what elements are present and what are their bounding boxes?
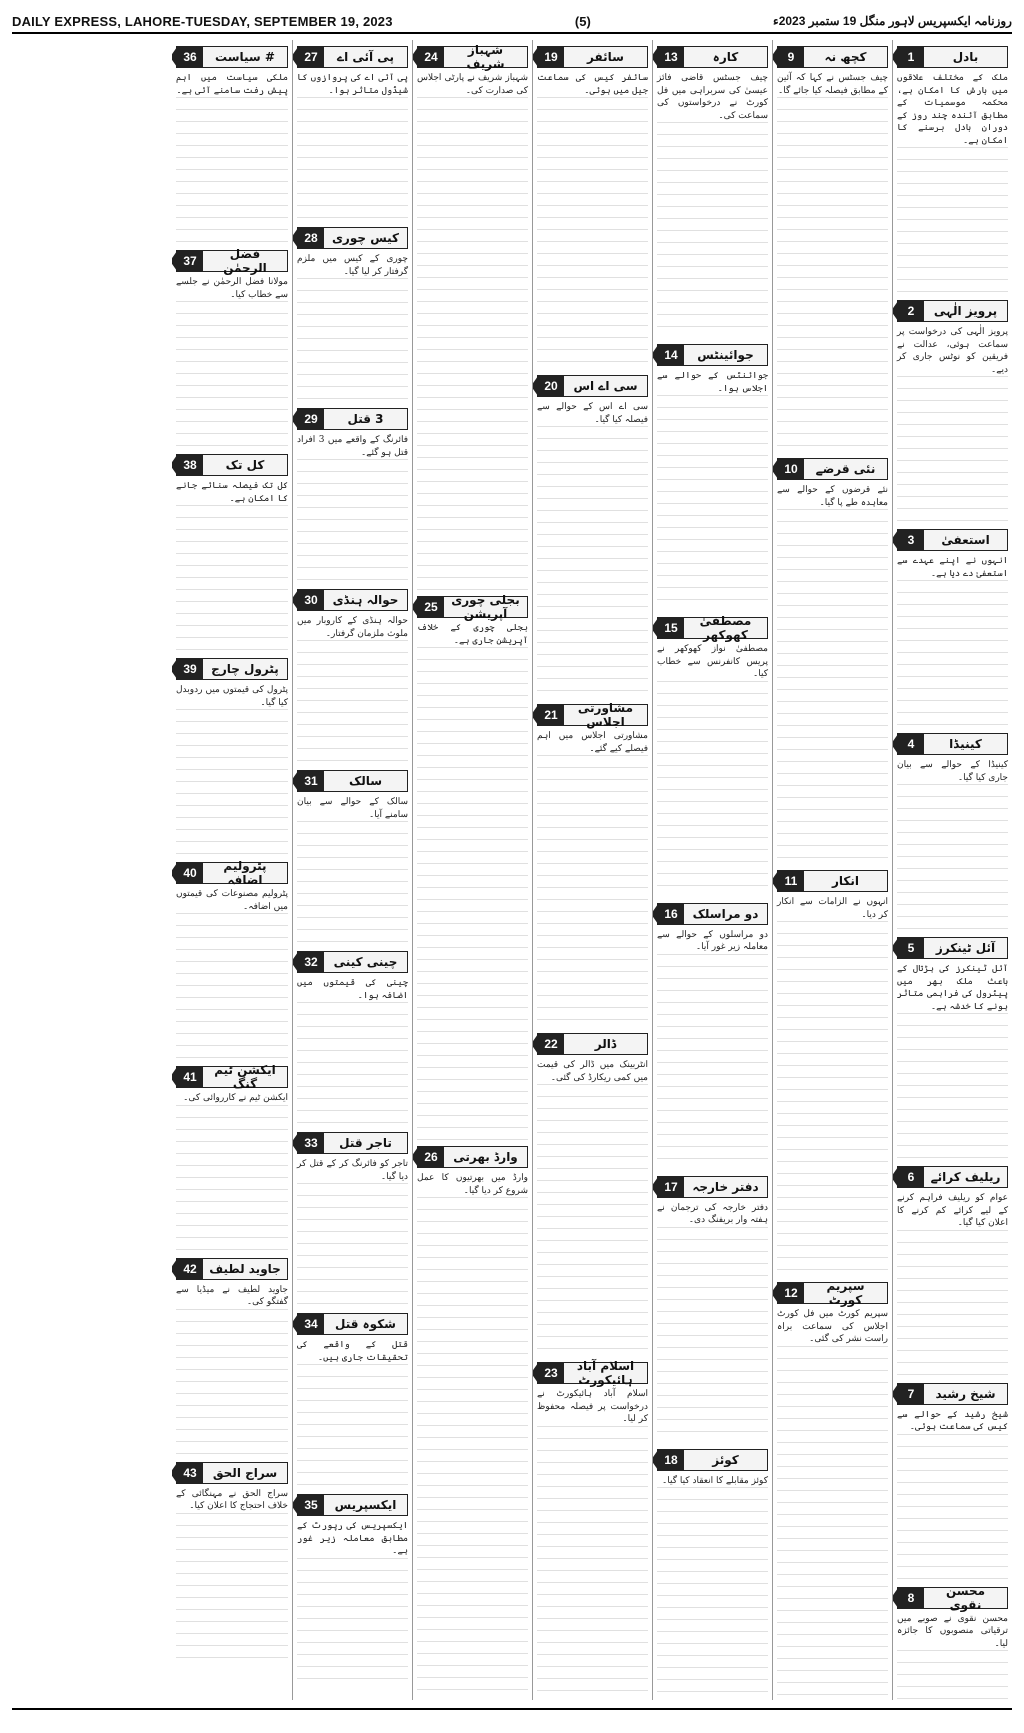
section-number: 14 xyxy=(658,345,684,365)
text-lines xyxy=(417,97,528,590)
section-body: پٹرولیم مصنوعات کی قیمتوں میں اضافہ۔ xyxy=(173,889,288,912)
section-body: سائفر کیس کی سماعت جیل میں ہوئی۔ xyxy=(534,73,648,96)
section-number: 12 xyxy=(778,1283,804,1303)
section-header xyxy=(657,614,768,642)
section-header xyxy=(537,46,648,68)
text-lines xyxy=(297,97,408,221)
section-body: پرویز الٰہی کی درخواست پر سماعت ہوئی، عدالت نے فریقین کو نوٹس جاری کر دیے۔ xyxy=(894,327,1008,375)
text-lines xyxy=(537,1084,648,1356)
section-header xyxy=(897,1383,1008,1405)
section-header xyxy=(897,300,1008,322)
section-title: پٹرول چارج xyxy=(211,662,279,676)
section-header xyxy=(176,46,288,68)
section-body: سی اے اس کے حوالے سے فیصلہ کیا گیا۔ xyxy=(534,402,648,425)
section-body: شہباز شریف نے پارٹی اجلاس کی صدارت کی۔ xyxy=(414,73,528,96)
text-lines xyxy=(537,1426,648,1698)
section-title: کچھ نہ xyxy=(824,50,867,64)
section-header xyxy=(297,951,408,973)
text-lines xyxy=(897,580,1008,727)
section-title: پرویز الٰہی xyxy=(933,304,998,318)
section-title: شیخ رشید xyxy=(935,1386,996,1401)
text-lines xyxy=(897,1013,1008,1160)
section-header xyxy=(657,1449,768,1471)
section-body: فائرنگ کے واقعے میں 3 افراد قتل ہو گئے۔ xyxy=(294,435,408,458)
section-header xyxy=(537,1359,648,1387)
section-number: 33 xyxy=(298,1133,324,1153)
section-body: کوئز مقابلے کا انعقاد کیا گیا۔ xyxy=(661,1475,768,1486)
section-header xyxy=(897,1166,1008,1188)
section-title: دفتر خارجہ xyxy=(692,1179,759,1194)
section-body: چوری کے کیس میں ملزم گرفتار کر لیا گیا۔ xyxy=(294,254,408,277)
section-number: 7 xyxy=(898,1384,924,1404)
section-header xyxy=(417,43,528,71)
section-body: قتل کے واقعے کی تحقیقات جاری ہیں۔ xyxy=(294,1340,408,1363)
section-number: 22 xyxy=(538,1034,564,1054)
section-body: بجلی چوری کے خلاف آپریشن جاری ہے۔ xyxy=(414,623,528,646)
section-number: 27 xyxy=(298,47,324,67)
masthead-left: DAILY EXPRESS, LAHORE-TUESDAY, SEPTEMBER 19, 2023 xyxy=(12,13,393,29)
section-number: 40 xyxy=(177,863,203,883)
text-lines xyxy=(657,395,768,611)
section-title: محسن نقوی xyxy=(945,1583,986,1612)
text-lines xyxy=(897,376,1008,523)
section-body: تاجر کو فائرنگ کر کے قتل کر دیا گیا۔ xyxy=(294,1159,408,1182)
section-header xyxy=(537,375,648,397)
section-number: 35 xyxy=(298,1495,324,1515)
text-lines xyxy=(657,1227,768,1443)
section-body: عوام کو ریلیف فراہم کرنے کے لیے کرائے کم کرنے کا اعلان کیا گیا۔ xyxy=(894,1193,1008,1228)
section-number: 42 xyxy=(177,1259,203,1279)
section-body: ایکسپریس کی رپورٹ کے مطابق معاملہ زیر غور ہے۔ xyxy=(294,1521,408,1556)
text-lines xyxy=(176,1105,288,1252)
text-lines xyxy=(777,921,888,1276)
section-header xyxy=(897,1583,1008,1612)
section-number: 43 xyxy=(177,1463,203,1483)
section-title: سالک xyxy=(348,774,383,788)
section-header xyxy=(897,46,1008,68)
section-title: استعفیٰ xyxy=(941,533,990,547)
section-body: دو مراسلوں کے حوالے سے معاملہ زیر غور آیا۔ xyxy=(654,929,768,952)
section-header xyxy=(297,408,408,430)
section-title: سائفر xyxy=(587,50,624,64)
section-header xyxy=(417,593,528,621)
text-lines xyxy=(297,1002,408,1126)
section-title: کوئز xyxy=(712,1452,739,1467)
section-number: 10 xyxy=(778,459,804,479)
section-number: 29 xyxy=(298,409,324,429)
section-header xyxy=(657,903,768,925)
section-body: پی آئی اے کی پروازوں کا شیڈول متاثر ہوا۔ xyxy=(294,73,408,96)
text-lines xyxy=(176,97,288,244)
section-number: 18 xyxy=(658,1450,684,1470)
section-body: کل تک فیصلہ سنائے جانے کا امکان ہے۔ xyxy=(173,481,288,504)
section-body: سراج الحق نے مہنگائی کے خلاف احتجاج کا اعلان کیا۔ xyxy=(173,1488,288,1511)
section-title: # سیاست xyxy=(215,50,275,64)
section-header xyxy=(777,46,888,68)
text-lines xyxy=(176,913,288,1060)
section-body: آئل ٹینکرز کی ہڑتال کے باعث ملک بھر میں پیٹرول کی فراہمی متاثر ہونے کا خدشہ ہے۔ xyxy=(894,964,1008,1012)
section-title: ایکسپریس xyxy=(334,1498,397,1512)
text-lines xyxy=(777,97,888,452)
section-number: 30 xyxy=(298,590,324,610)
text-lines xyxy=(897,1434,1008,1581)
section-number: 39 xyxy=(177,659,203,679)
section-number: 23 xyxy=(538,1363,564,1383)
section-number: 19 xyxy=(538,47,564,67)
section-number: 1 xyxy=(898,47,924,67)
column xyxy=(172,40,292,1700)
section-header xyxy=(417,1146,528,1168)
text-lines xyxy=(537,426,648,698)
footer-rule xyxy=(12,1708,1012,1710)
section-title: اسلام آباد ہائیکورٹ xyxy=(576,1359,635,1387)
section-body: انہوں نے الزامات سے انکار کر دیا۔ xyxy=(774,897,888,920)
text-lines xyxy=(897,784,1008,931)
masthead xyxy=(12,10,1012,34)
text-lines xyxy=(176,1309,288,1456)
section-title: سراج الحق xyxy=(212,1465,278,1480)
text-lines xyxy=(176,1513,288,1660)
section-body: ملکی سیاست میں اہم پیش رفت سامنے آئی ہے۔ xyxy=(173,73,288,96)
section-header xyxy=(897,733,1008,755)
section-body: وارڈ میں بھرتیوں کا عمل شروع کر دیا گیا۔ xyxy=(414,1173,528,1196)
section-title: بادل xyxy=(952,50,979,64)
text-lines xyxy=(297,821,408,945)
column xyxy=(292,40,412,1700)
section-header xyxy=(537,701,648,729)
section-body: سپریم کورٹ میں فل کورٹ اجلاس کی سماعت براہ راست نشر کی گئی۔ xyxy=(774,1309,888,1344)
text-lines xyxy=(777,1346,888,1701)
section-number: 37 xyxy=(177,251,203,271)
section-header xyxy=(897,937,1008,959)
text-lines xyxy=(297,1558,408,1682)
text-lines xyxy=(657,681,768,897)
text-lines xyxy=(176,709,288,856)
text-lines xyxy=(297,1364,408,1488)
section-header xyxy=(297,46,408,68)
text-lines xyxy=(657,1487,768,1700)
text-lines xyxy=(897,1650,1008,1700)
section-header xyxy=(897,529,1008,551)
section-header xyxy=(176,1258,288,1280)
section-body: جاوید لطیف نے میڈیا سے گفتگو کی۔ xyxy=(173,1284,288,1307)
text-lines xyxy=(297,459,408,583)
section-title: پٹرولیم اضافہ xyxy=(223,859,267,887)
section-number: 16 xyxy=(658,904,684,924)
text-lines xyxy=(537,755,648,1027)
text-lines xyxy=(657,954,768,1170)
text-lines xyxy=(297,278,408,402)
section-header xyxy=(176,247,288,275)
section-title: حوالہ ہنڈی xyxy=(332,593,399,607)
section-header xyxy=(657,1176,768,1198)
section-header xyxy=(657,46,768,68)
text-lines xyxy=(897,1230,1008,1377)
section-body: حوالہ ہنڈی کے کاروبار میں ملوث ملزمان گرفتار۔ xyxy=(294,616,408,639)
section-title: ریلیف کرائے xyxy=(930,1170,1001,1184)
section-body: ملک کے مختلف علاقوں میں بارش کا امکان ہے، محکمہ موسمیات کے مطابق آئندہ چند روز کے دوران بادل برسنے کا امکان ہے۔ xyxy=(894,73,1008,146)
section-title: کیس چوری xyxy=(331,231,400,245)
section-body: نئے قرضوں کے حوالے سے معاہدہ طے پا گیا۔ xyxy=(774,485,888,508)
section-body: چینی کی قیمتوں میں اضافہ ہوا۔ xyxy=(294,978,408,1001)
section-title: کارہ xyxy=(712,50,739,64)
section-number: 38 xyxy=(177,455,203,475)
section-title: دو مراسلک xyxy=(692,906,759,921)
section-body: مشاورتی اجلاس میں اہم فیصلے کیے گئے۔ xyxy=(534,731,648,754)
section-body: محسن نقوی نے صوبے میں ترقیاتی منصوبوں کا جائزہ لیا۔ xyxy=(894,1613,1008,1649)
section-title: نئی قرضے xyxy=(815,462,876,476)
section-number: 25 xyxy=(418,597,444,617)
section-title: کل تک xyxy=(225,458,265,472)
section-body: ایکشن ٹیم نے کارروائی کی۔ xyxy=(183,1093,288,1103)
text-lines xyxy=(417,1197,528,1690)
section-header xyxy=(297,1494,408,1516)
section-title: انکار xyxy=(831,874,859,888)
section-number: 24 xyxy=(418,47,444,67)
masthead-right: روزنامہ ایکسپریس لاہور منگل 19 ستمبر 2023ء xyxy=(773,14,1012,28)
section-title: جوائینٹس xyxy=(697,348,754,362)
section-body: انٹربینک میں ڈالر کی قیمت میں کمی ریکارڈ کی گئی۔ xyxy=(534,1060,648,1083)
section-number: 4 xyxy=(898,734,924,754)
text-lines xyxy=(777,509,888,864)
columns xyxy=(12,40,1012,1700)
section-title: شہباز شریف xyxy=(466,43,505,71)
section-header xyxy=(297,227,408,249)
section-number: 26 xyxy=(418,1147,444,1167)
section-title: ایکشن ٹیم گنگ xyxy=(214,1063,276,1091)
section-body: پٹرول کی قیمتوں میں ردوبدل کیا گیا۔ xyxy=(173,685,288,708)
section-header xyxy=(176,859,288,887)
newspaper-page xyxy=(12,10,1012,1710)
text-lines xyxy=(897,147,1008,294)
page-number: (5) xyxy=(574,13,591,29)
section-title: جاوید لطیف xyxy=(209,1261,281,1276)
section-header xyxy=(777,458,888,480)
section-title: ڈالر xyxy=(594,1037,617,1051)
section-number: 2 xyxy=(898,301,924,321)
column xyxy=(532,40,652,1700)
section-header xyxy=(537,1033,648,1055)
section-body: مصطفیٰ نواز کھوکھر نے پریس کانفرنس سے خطاب کیا۔ xyxy=(654,644,768,679)
section-header xyxy=(176,1063,288,1091)
section-body: انہوں نے اپنے عہدے سے استعفیٰ دے دیا ہے۔ xyxy=(894,556,1008,579)
section-header xyxy=(657,344,768,366)
section-body: اسلام آباد ہائیکورٹ نے درخواست پر فیصلہ محفوظ کر لیا۔ xyxy=(534,1389,648,1424)
text-lines xyxy=(297,640,408,764)
section-title: 3 قتل xyxy=(347,412,384,426)
section-title: تاجر قتل xyxy=(339,1136,392,1150)
section-number: 11 xyxy=(778,871,804,891)
section-title: شکوہ قتل xyxy=(335,1317,396,1331)
section-body: شیخ رشید کے حوالے سے کیس کی سماعت ہوئی۔ xyxy=(894,1409,1008,1432)
section-number: 17 xyxy=(658,1177,684,1197)
text-lines xyxy=(176,505,288,652)
section-header xyxy=(297,1313,408,1335)
section-title: مشاورتی اجلاس xyxy=(577,701,634,729)
text-lines xyxy=(657,122,768,338)
section-header xyxy=(176,658,288,680)
column xyxy=(412,40,532,1700)
section-body: دفتر خارجہ کی ترجمان نے ہفتہ وار بریفنگ دی۔ xyxy=(654,1202,768,1225)
section-body: چیف جسٹس نے کہا کہ آئین کے مطابق فیصلہ کیا جائے گا۔ xyxy=(774,73,888,96)
section-header xyxy=(297,589,408,611)
section-title: پی آئی اے xyxy=(337,50,394,64)
section-body: جوائنٹس کے حوالے سے اجلاس ہوا۔ xyxy=(654,371,768,394)
section-number: 28 xyxy=(298,228,324,248)
section-number: 20 xyxy=(538,376,564,396)
section-number: 9 xyxy=(778,47,804,67)
section-title: فضل الرحمٰن xyxy=(223,247,267,275)
section-number: 6 xyxy=(898,1167,924,1187)
section-body: کینیڈا کے حوالے سے بیان جاری کیا گیا۔ xyxy=(894,760,1008,783)
section-title: بجلی چوری آپریشن xyxy=(451,593,520,621)
section-header xyxy=(176,454,288,476)
section-header xyxy=(777,870,888,892)
column xyxy=(652,40,772,1700)
column xyxy=(772,40,892,1700)
text-lines xyxy=(297,1183,408,1307)
text-lines xyxy=(537,97,648,369)
section-number: 21 xyxy=(538,705,564,725)
section-header xyxy=(777,1279,888,1307)
section-number: 41 xyxy=(177,1067,203,1087)
section-title: چینی کینی xyxy=(333,955,398,969)
section-number: 36 xyxy=(177,47,203,67)
section-number: 8 xyxy=(898,1588,924,1608)
section-title: آئل ٹینکرز xyxy=(935,941,996,955)
section-title: سپریم کورٹ xyxy=(826,1279,865,1307)
section-title: سی اے اس xyxy=(573,379,638,393)
section-number: 34 xyxy=(298,1314,324,1334)
text-lines xyxy=(176,301,288,448)
section-header xyxy=(176,1462,288,1484)
section-body: سالک کے حوالے سے بیان سامنے آیا۔ xyxy=(294,797,408,820)
section-number: 32 xyxy=(298,952,324,972)
section-title: کینیڈا xyxy=(949,737,982,751)
section-header xyxy=(297,1132,408,1154)
section-body: چیف جسٹس قاضی فائز عیسیٰ کی سربراہی میں فل کورٹ نے درخواستوں کی سماعت کی۔ xyxy=(654,73,768,121)
section-title: مصطفیٰ کھوکھر xyxy=(699,614,752,642)
section-number: 5 xyxy=(898,938,924,958)
section-number: 3 xyxy=(898,530,924,550)
section-number: 31 xyxy=(298,771,324,791)
section-body: مولانا فضل الرحمٰن نے جلسے سے خطاب کیا۔ xyxy=(173,277,288,300)
section-header xyxy=(297,770,408,792)
text-lines xyxy=(417,647,528,1140)
column xyxy=(892,40,1012,1700)
section-title: وارڈ بھرتی xyxy=(453,1150,518,1164)
section-number: 15 xyxy=(658,618,684,638)
section-number: 13 xyxy=(658,47,684,67)
